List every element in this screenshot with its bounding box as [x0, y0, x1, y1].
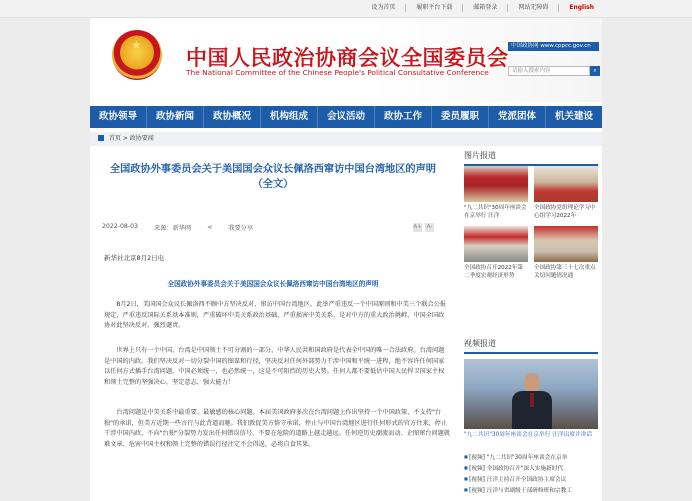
search-button[interactable] — [590, 66, 600, 76]
video-caption[interactable]: "九二共识"30周年座谈会在京举行 汪洋出席并讲话 — [464, 432, 593, 438]
video-list-item[interactable]: ■ [视频] "九二共识"30周年座谈会在京举 — [464, 452, 598, 463]
nav-institution[interactable]: 机关建设 — [554, 111, 593, 122]
share-icon: ⋖ — [207, 224, 213, 231]
article-source: 来源：新华网 — [153, 225, 192, 232]
nav-leaders[interactable]: 政协领导 — [90, 106, 147, 128]
photo-item[interactable] — [534, 166, 598, 220]
breadcrumb-section[interactable]: 政协要闻 — [129, 135, 154, 142]
video-report-heading: 视频报道 — [464, 338, 598, 354]
photo-thumbnail — [534, 166, 598, 202]
photo-report-heading: 图片报道 — [464, 150, 598, 166]
photo-thumbnail — [534, 226, 598, 262]
article-date: 2022-08-03 — [102, 223, 138, 230]
site-title[interactable]: 中国人民政治协商会议全国委员会 — [186, 46, 509, 70]
nav-members[interactable]: 委员履职 — [432, 106, 489, 128]
search-icon: ⌕ — [593, 67, 597, 74]
photo-item[interactable] — [464, 166, 528, 220]
nav-overview[interactable]: 政协概况 — [204, 106, 261, 128]
font-size-controls — [410, 223, 434, 232]
home-icon — [98, 135, 104, 141]
site-url-badge: 中国政协网 www.cppcc.gov.cn — [508, 42, 599, 51]
breadcrumb-home[interactable]: 首页 — [108, 135, 121, 142]
nav-organization[interactable]: 机构组成 — [261, 106, 318, 128]
sidebar — [464, 150, 602, 501]
video-list-item[interactable]: ■ [视频] 汪洋主持召开全国政协主席会议 — [464, 474, 598, 485]
video-list-item[interactable]: ■ [视频] 全国政协召开"深入实施新时代 — [464, 463, 598, 474]
app-download-link[interactable]: 履职平台下载 — [406, 4, 463, 12]
video-thumbnail[interactable] — [464, 359, 598, 429]
nav-work[interactable]: 政协工作 — [375, 106, 432, 128]
article-meta — [102, 223, 444, 232]
photo-thumbnail — [464, 166, 528, 202]
photo-caption: 全国政协党组理论学习中心组学习2022年 — [534, 205, 596, 219]
video-list — [464, 452, 598, 496]
photo-caption: "九二共识"30周年座谈会在京举行 汪洋 — [464, 205, 527, 219]
set-homepage-link[interactable]: 设为首页 — [361, 4, 406, 12]
font-smaller-button[interactable]: A- — [426, 224, 433, 230]
speaker-figure — [512, 373, 552, 429]
breadcrumb: 首页 > 政协要闻 — [90, 132, 602, 146]
page-container — [90, 18, 602, 501]
nav-news[interactable]: 政协新闻 — [147, 106, 204, 128]
english-link[interactable]: English — [569, 4, 594, 11]
site-title-english: The National Committee of the Chinese People's Political Consultative Conference — [186, 68, 489, 77]
search-input[interactable]: 请输入搜索内容 — [508, 66, 590, 76]
site-header — [90, 18, 602, 102]
nav-meetings[interactable]: 会议活动 — [318, 106, 375, 128]
article-paragraph: 台湾问题是中美关系中最重要、最敏感的核心问题。本届美国政府多次在台湾问题上作出坚持一个中国政策、不支持"台独"的承诺，但美方近期一些言行与此背道而驰。我们敦促美方恪守承诺，停止与中国台湾地区进行任何形式的官方往来，停止干涉中国内政，不向"台独"分裂势力发出任何错误信号，不要在危险的道路上越走越远。任何逆历史潮流而动、企图窜台问题就难文章、危害中国主权和领土完整的错误行径注定不会得逞，必将自食其果。 — [104, 409, 451, 448]
article-subhead: 全国政协外事委员会关于美国国会众议长佩洛西窜访中国台湾地区的声明 — [167, 280, 379, 288]
article-dateline: 新华社北京8月2日电 — [104, 254, 165, 262]
article-title: 全国政协外事委员会关于美国国会众议长佩洛西窜访中国台湾地区的声明 （全文） — [110, 164, 436, 190]
photo-item[interactable] — [464, 226, 528, 280]
main-nav — [90, 106, 602, 128]
font-larger-button[interactable]: A+ — [413, 224, 422, 230]
photo-thumbnail — [464, 226, 528, 262]
share-button[interactable]: ⋖ 我要分享 — [207, 224, 254, 232]
article-area — [90, 150, 456, 501]
top-bar — [0, 0, 692, 18]
nav-parties[interactable]: 党派团体 — [489, 106, 546, 128]
photo-caption: 全国政协第三十七次重点关切问题情况通 — [534, 265, 596, 279]
photo-item[interactable] — [534, 226, 598, 280]
article-paragraph: 世界上只有一个中国，台湾是中国领土不可分割的一部分，中华人民共和国政府是代表全中国的唯一合法政府。台湾问题是中国的内政。我们坚决反对一切分裂中国的图谋和行径，坚决反对任何外部势力干涉中国和平统一进程，绝不容许任何国家以任何方式插手台湾问题。中国必须统一，也必然统一，这是不可阻挡的历史大势。任何人都不要低估中国人民捍卫国家主权和领土完整的坚强决心、坚定意志、强大能力！ — [104, 347, 445, 386]
accessibility-link[interactable]: 网站无障碍 — [508, 4, 559, 12]
mail-login-link[interactable]: 邮箱登录 — [463, 4, 508, 12]
article-paragraph: 8月2日，美国国会众议长佩洛西不顾中方坚决反对，窜访中国台湾地区。此举严重违反一个中国原则和中美三个联合公报规定，严重违反国际关系基本准则，严重破坏中美关系政治基础，严重损害中美关系。是对中方的重大政治挑衅，中国全国政协对此坚决反对、强烈谴责。 — [104, 301, 447, 329]
top-links — [361, 4, 604, 12]
photo-caption: 全国政协召开2022年第二季度宏观经济形势 — [464, 265, 523, 279]
star-icon: ★ — [131, 38, 142, 52]
video-list-item[interactable]: ■ [视频] 汪洋与省副级干部研修班和宗教工 — [464, 485, 598, 496]
